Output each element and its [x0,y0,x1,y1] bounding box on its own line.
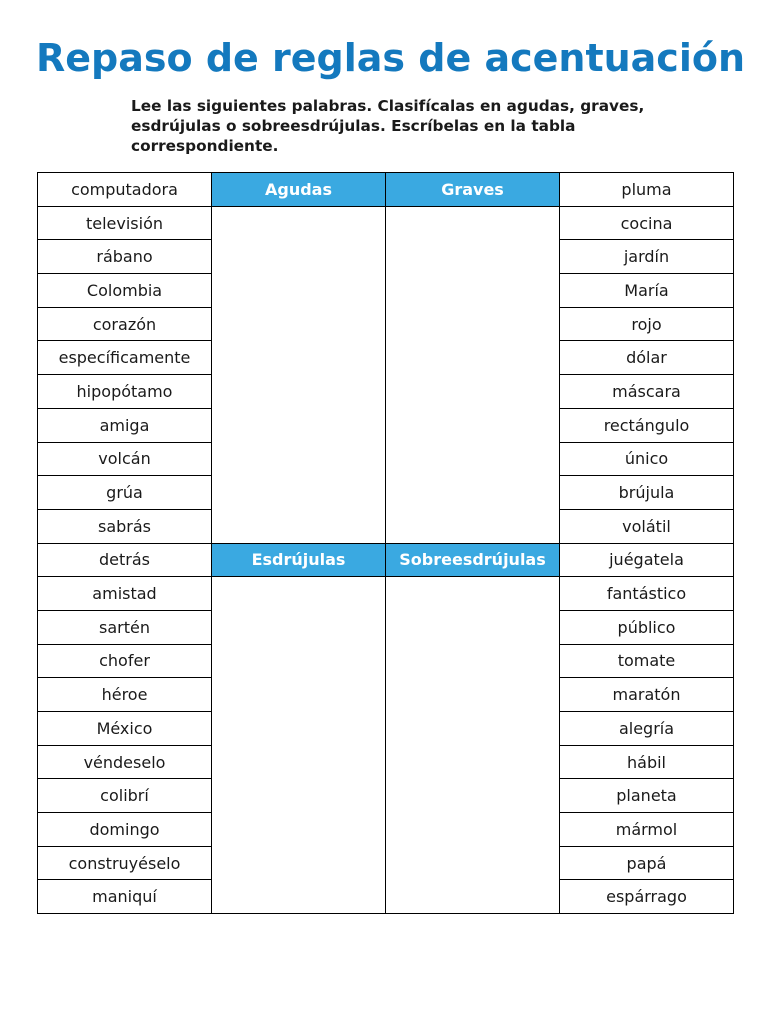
answer-cell[interactable] [386,240,560,274]
answer-cell[interactable] [212,206,386,240]
table-row [38,206,734,240]
column-header-sobreesdrujulas: Sobreesdrújulas [386,543,560,577]
word-cell-left: volcán [38,442,212,476]
table-row [38,745,734,779]
answer-cell[interactable] [386,274,560,308]
word-cell-left: sartén [38,610,212,644]
answer-cell[interactable] [386,880,560,914]
word-cell-left: maniquí [38,880,212,914]
column-header-agudas: Agudas [212,173,386,207]
word-cell-right: tomate [560,644,734,678]
word-cell-right: espárrago [560,880,734,914]
word-cell-left: México [38,712,212,746]
word-cell-right: rectángulo [560,408,734,442]
answer-cell[interactable] [386,678,560,712]
answer-cell[interactable] [386,610,560,644]
word-cell-right: alegría [560,712,734,746]
answer-cell[interactable] [212,813,386,847]
word-cell-left: véndeselo [38,745,212,779]
word-cell-left: amiga [38,408,212,442]
word-cell-right: hábil [560,745,734,779]
word-cell-right: público [560,610,734,644]
answer-cell[interactable] [212,307,386,341]
answer-cell[interactable] [212,442,386,476]
word-cell-right: juégatela [560,543,734,577]
word-cell-right: planeta [560,779,734,813]
answer-cell[interactable] [212,577,386,611]
word-cell-right: dólar [560,341,734,375]
answer-cell[interactable] [386,846,560,880]
answer-cell[interactable] [212,476,386,510]
answer-cell[interactable] [386,712,560,746]
answer-cell[interactable] [386,206,560,240]
word-cell-left: televisión [38,206,212,240]
table-row [38,543,734,577]
table-row [38,880,734,914]
answer-cell[interactable] [386,341,560,375]
word-cell-right: mármol [560,813,734,847]
answer-cell[interactable] [212,678,386,712]
table-row [38,678,734,712]
word-cell-right: brújula [560,476,734,510]
instructions-text: Lee las siguientes palabras. Clasifícalas en agudas, graves, esdrújulas o sobreesdrújulas. Escríbelas en la tabla correspondiente. [131,97,645,155]
table-row [38,476,734,510]
word-cell-right: pluma [560,173,734,207]
answer-cell[interactable] [212,712,386,746]
answer-cell[interactable] [212,240,386,274]
word-cell-right: máscara [560,375,734,409]
table-row [38,408,734,442]
word-cell-left: domingo [38,813,212,847]
table-row [38,274,734,308]
answer-cell[interactable] [386,644,560,678]
word-cell-right: fantástico [560,577,734,611]
word-cell-left: rábano [38,240,212,274]
word-cell-left: colibrí [38,779,212,813]
word-cell-left: hipopótamo [38,375,212,409]
word-cell-right: volátil [560,509,734,543]
word-cell-left: específicamente [38,341,212,375]
answer-cell[interactable] [386,442,560,476]
word-cell-right: papá [560,846,734,880]
answer-cell[interactable] [212,745,386,779]
table-row [38,610,734,644]
answer-cell[interactable] [212,610,386,644]
classification-table [37,172,734,914]
table-row [38,644,734,678]
table-row [38,712,734,746]
word-cell-left: amistad [38,577,212,611]
table-row [38,442,734,476]
answer-cell[interactable] [386,476,560,510]
answer-cell[interactable] [386,813,560,847]
word-cell-left: héroe [38,678,212,712]
word-cell-right: rojo [560,307,734,341]
word-cell-right: maratón [560,678,734,712]
answer-cell[interactable] [386,779,560,813]
answer-cell[interactable] [212,880,386,914]
word-cell-left: Colombia [38,274,212,308]
page-title: Repaso de reglas de acentuación [35,36,746,80]
answer-cell[interactable] [386,408,560,442]
answer-cell[interactable] [212,408,386,442]
answer-cell[interactable] [212,341,386,375]
answer-cell[interactable] [212,375,386,409]
word-cell-left: grúa [38,476,212,510]
answer-cell[interactable] [386,577,560,611]
table-row [38,375,734,409]
answer-cell[interactable] [386,745,560,779]
word-cell-left: chofer [38,644,212,678]
column-header-graves: Graves [386,173,560,207]
answer-cell[interactable] [386,509,560,543]
word-cell-left: corazón [38,307,212,341]
column-header-esdrujulas: Esdrújulas [212,543,386,577]
table-row [38,813,734,847]
word-cell-left: detrás [38,543,212,577]
table-row [38,509,734,543]
answer-cell[interactable] [386,375,560,409]
table-row [38,577,734,611]
table-row [38,341,734,375]
answer-cell[interactable] [212,644,386,678]
answer-cell[interactable] [212,779,386,813]
word-cell-right: María [560,274,734,308]
table-row [38,779,734,813]
word-cell-left: computadora [38,173,212,207]
answer-cell[interactable] [212,846,386,880]
answer-cell[interactable] [212,274,386,308]
word-cell-right: cocina [560,206,734,240]
word-cell-right: único [560,442,734,476]
answer-cell[interactable] [386,307,560,341]
table-row [38,846,734,880]
word-cell-right: jardín [560,240,734,274]
answer-cell[interactable] [212,509,386,543]
table-row [38,240,734,274]
word-cell-left: construyéselo [38,846,212,880]
table-row [38,307,734,341]
table-row [38,173,734,207]
word-cell-left: sabrás [38,509,212,543]
